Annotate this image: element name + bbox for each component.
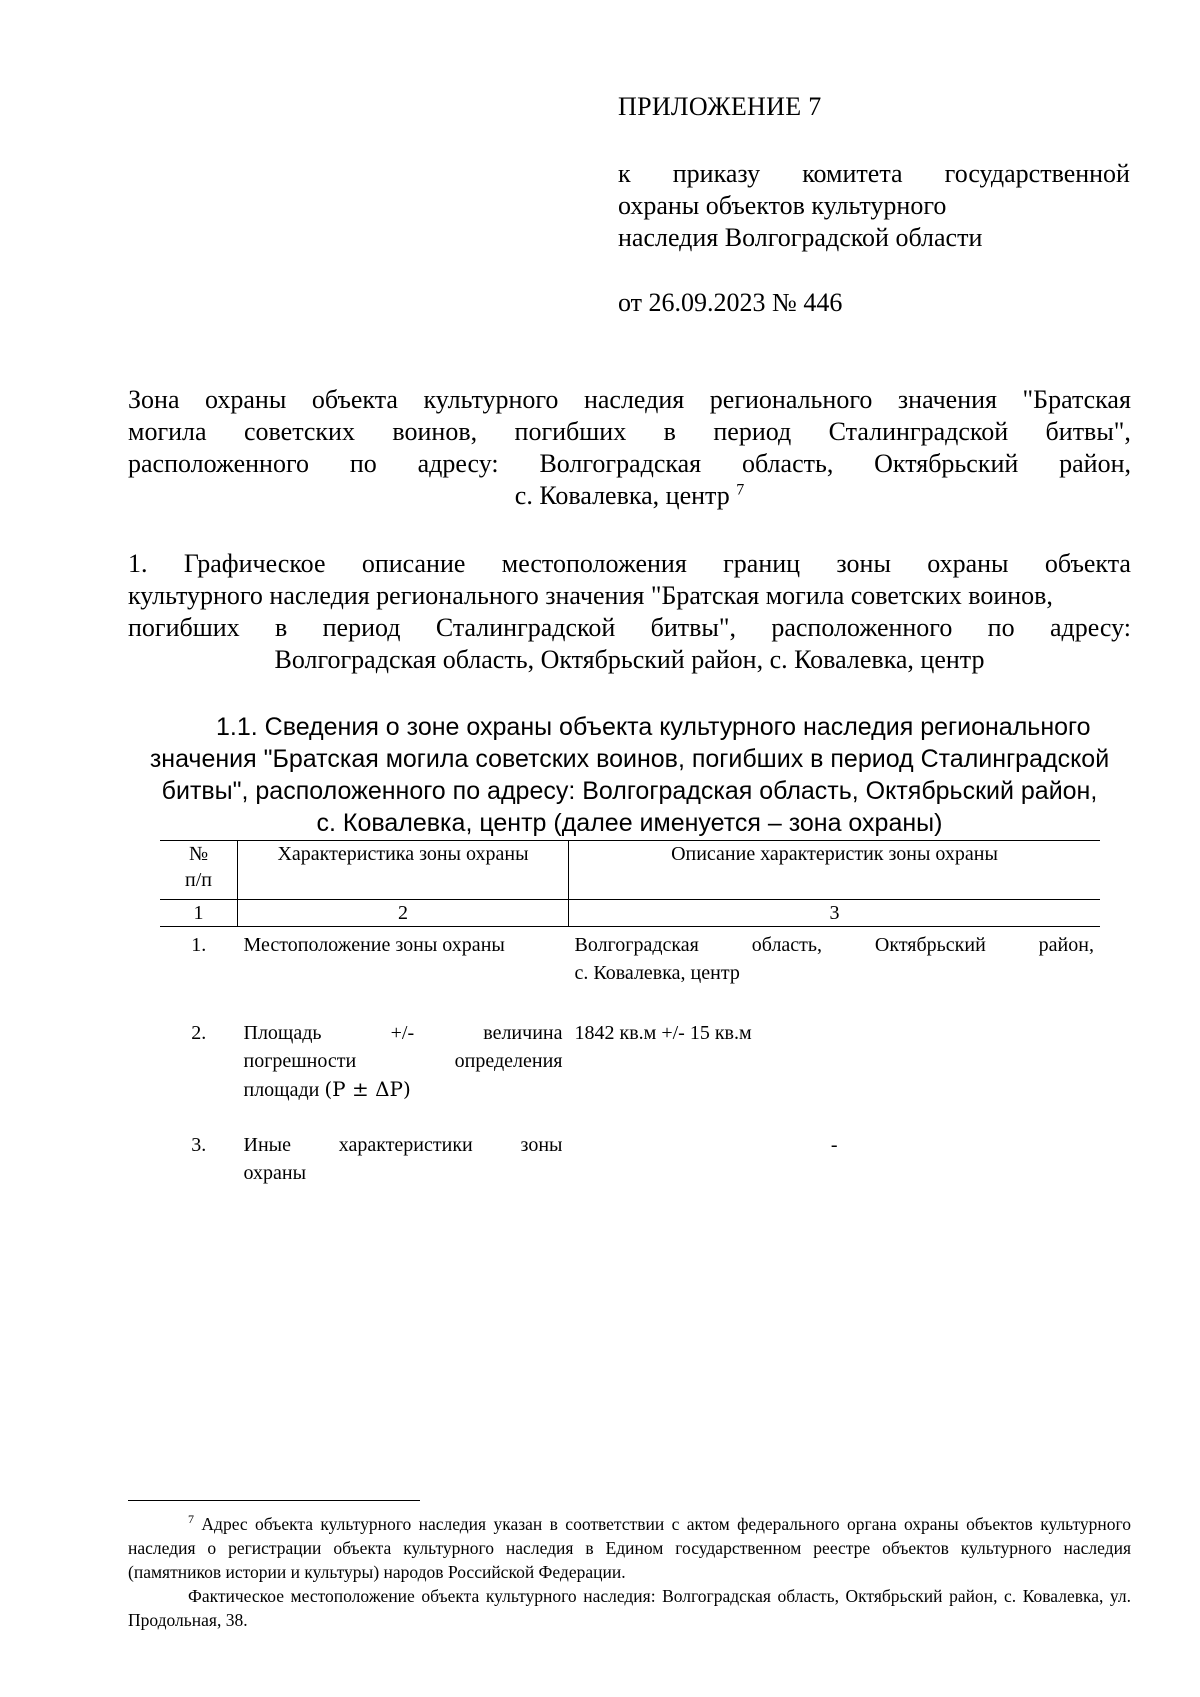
word: +/-: [390, 1022, 415, 1044]
column-number: 2: [238, 900, 569, 927]
word: Сталинградской: [828, 417, 1009, 446]
word: приказу: [672, 159, 761, 188]
word: погибших: [514, 417, 627, 446]
table-row: [160, 1127, 1100, 1201]
word: определения: [454, 1050, 563, 1072]
subsection-line: битвы", расположенного по адресу: Волгоградская область, Октябрьский район,: [161, 777, 1098, 805]
word: период: [322, 613, 401, 642]
word: наследия: [583, 385, 685, 414]
word: государственной: [944, 159, 1130, 188]
header-characteristic: Характеристика зоны охраны: [238, 841, 569, 900]
header-number-sign: №: [188, 843, 209, 865]
word: Иные: [243, 1134, 291, 1156]
section-line: [128, 612, 1131, 644]
word: Октябрьский: [874, 449, 1019, 478]
word: зоны: [520, 1134, 563, 1156]
header-number: [160, 841, 238, 900]
column-number: 1: [160, 900, 238, 927]
order-reference: [618, 158, 1130, 254]
word: Октябрьский: [874, 934, 986, 956]
subsection-line: с. Ковалевка, центр (далее именуется – зона охраны): [316, 809, 943, 837]
word: культурного: [423, 385, 559, 414]
characteristic-line: [244, 1131, 563, 1159]
row-description: [569, 927, 1101, 1016]
row-number: 3.: [191, 1134, 207, 1156]
row-number: 2.: [191, 1022, 207, 1044]
word: район,: [1059, 449, 1131, 478]
characteristic-line: [244, 1075, 563, 1104]
word: адресу:: [1049, 613, 1131, 642]
word: характеристики: [338, 1134, 473, 1156]
word: комитета: [802, 159, 903, 188]
subsection-line: 1.1. Сведения о зоне охраны объекта культурного наследия регионального: [216, 713, 1091, 741]
word: границ: [723, 549, 801, 578]
word: величина: [483, 1022, 563, 1044]
description-line: с. Ковалевка, центр: [574, 962, 740, 984]
word: советских: [243, 417, 355, 446]
word: охраны: [205, 385, 287, 414]
word: к: [618, 159, 631, 188]
footnote-paragraph: [128, 1512, 1131, 1584]
word: могила: [128, 417, 207, 446]
appendix-title: ПРИЛОЖЕНИЕ 7: [618, 92, 822, 121]
subsection-1-1-heading: [128, 711, 1131, 839]
description-line: [575, 931, 1095, 959]
word: в: [663, 417, 676, 446]
section-line: Волгоградская область, Октябрьский район, с. Ковалевка, центр: [274, 645, 985, 674]
word: Волгоградская: [574, 934, 699, 956]
word: по: [349, 449, 377, 478]
word: погрешности: [243, 1050, 357, 1072]
word: зоны: [836, 549, 891, 578]
word: область,: [741, 449, 834, 478]
word: местоположения: [501, 549, 687, 578]
word: расположенного: [128, 449, 309, 478]
zone-characteristics-table: [160, 840, 1100, 1201]
word: описание: [361, 549, 466, 578]
word: район,: [1038, 934, 1094, 956]
characteristic-line: [244, 1019, 563, 1047]
word: по: [987, 613, 1015, 642]
word: битвы",: [650, 613, 736, 642]
section-line: культурного наследия регионального значения "Братская могила советских воинов,: [128, 581, 1053, 610]
table-header-row: [160, 841, 1100, 900]
header-number-abbr: п/п: [185, 869, 212, 891]
word: регионального: [709, 385, 873, 414]
word: значения: [897, 385, 997, 414]
word: "Братская: [1022, 385, 1131, 414]
word: адресу:: [417, 449, 499, 478]
section-1-heading: [128, 548, 1131, 676]
characteristic-line: охраны: [243, 1162, 307, 1184]
word: объекта: [1044, 549, 1131, 578]
word: площади: [243, 1079, 320, 1101]
word: объекта: [311, 385, 398, 414]
zone-heading: [128, 384, 1131, 512]
heading-line: [128, 384, 1131, 416]
footnote-reference[interactable]: 7: [736, 481, 745, 499]
word: в: [275, 613, 288, 642]
row-description: 1842 кв.м +/- 15 кв.м: [574, 1022, 752, 1044]
word: Зона: [128, 385, 180, 414]
row-characteristic: [238, 1127, 569, 1201]
word: Сталинградской: [435, 613, 616, 642]
table-row: [160, 1015, 1100, 1127]
word: погибших: [128, 613, 240, 642]
word: Площадь: [243, 1022, 322, 1044]
order-reference-line: [618, 158, 1130, 190]
area-formula: (P ± ΔP): [324, 1077, 411, 1101]
row-characteristic: [238, 1015, 569, 1127]
word: воинов,: [392, 417, 478, 446]
word: охраны: [927, 549, 1009, 578]
table-row: [160, 927, 1100, 1016]
heading-line: [128, 480, 1131, 512]
footnote-divider: [128, 1500, 420, 1501]
word: 1.: [128, 549, 148, 578]
footnote-number: 7: [188, 1512, 194, 1527]
row-characteristic: Местоположение зоны охраны: [243, 934, 505, 956]
order-reference-line: охраны объектов культурного: [618, 191, 947, 220]
table-column-numbers-row: [160, 900, 1100, 927]
subsection-line: значения "Братская могила советских воинов, погибших в период Сталинградской: [149, 745, 1110, 773]
row-number: 1.: [191, 934, 207, 956]
word: область,: [751, 934, 823, 956]
word: период: [713, 417, 792, 446]
row-description: -: [830, 1134, 838, 1156]
characteristic-line: [244, 1047, 563, 1075]
order-reference-line: наследия Волгоградской области: [618, 223, 983, 252]
footnote-paragraph: Фактическое местоположение объекта культурного наследия: Волгоградская область, Октябрьский район, с. Ковалевка, ул. Продольная, 38.: [128, 1586, 1131, 1630]
word: Графическое: [183, 549, 326, 578]
heading-line: [128, 416, 1131, 448]
heading-address: с. Ковалевка, центр: [514, 481, 730, 510]
footnote-text: Адрес объекта культурного наследия указан в соответствии с актом федерального органа охраны объектов культурного наследия о регистрации объекта культурного наследия в Едином государственном реестре объектов культурного наследия (памятников истории и культуры) народов Российской Федерации.: [128, 1514, 1132, 1582]
word: расположенного: [771, 613, 953, 642]
section-line: [128, 548, 1131, 580]
word: Волгоградская: [539, 449, 702, 478]
word: битвы",: [1045, 417, 1131, 446]
column-number: 3: [569, 900, 1101, 927]
header-description: Описание характеристик зоны охраны: [569, 841, 1101, 900]
footnote: [128, 1512, 1131, 1632]
order-date: от 26.09.2023 № 446: [618, 288, 843, 317]
heading-line: [128, 448, 1131, 480]
